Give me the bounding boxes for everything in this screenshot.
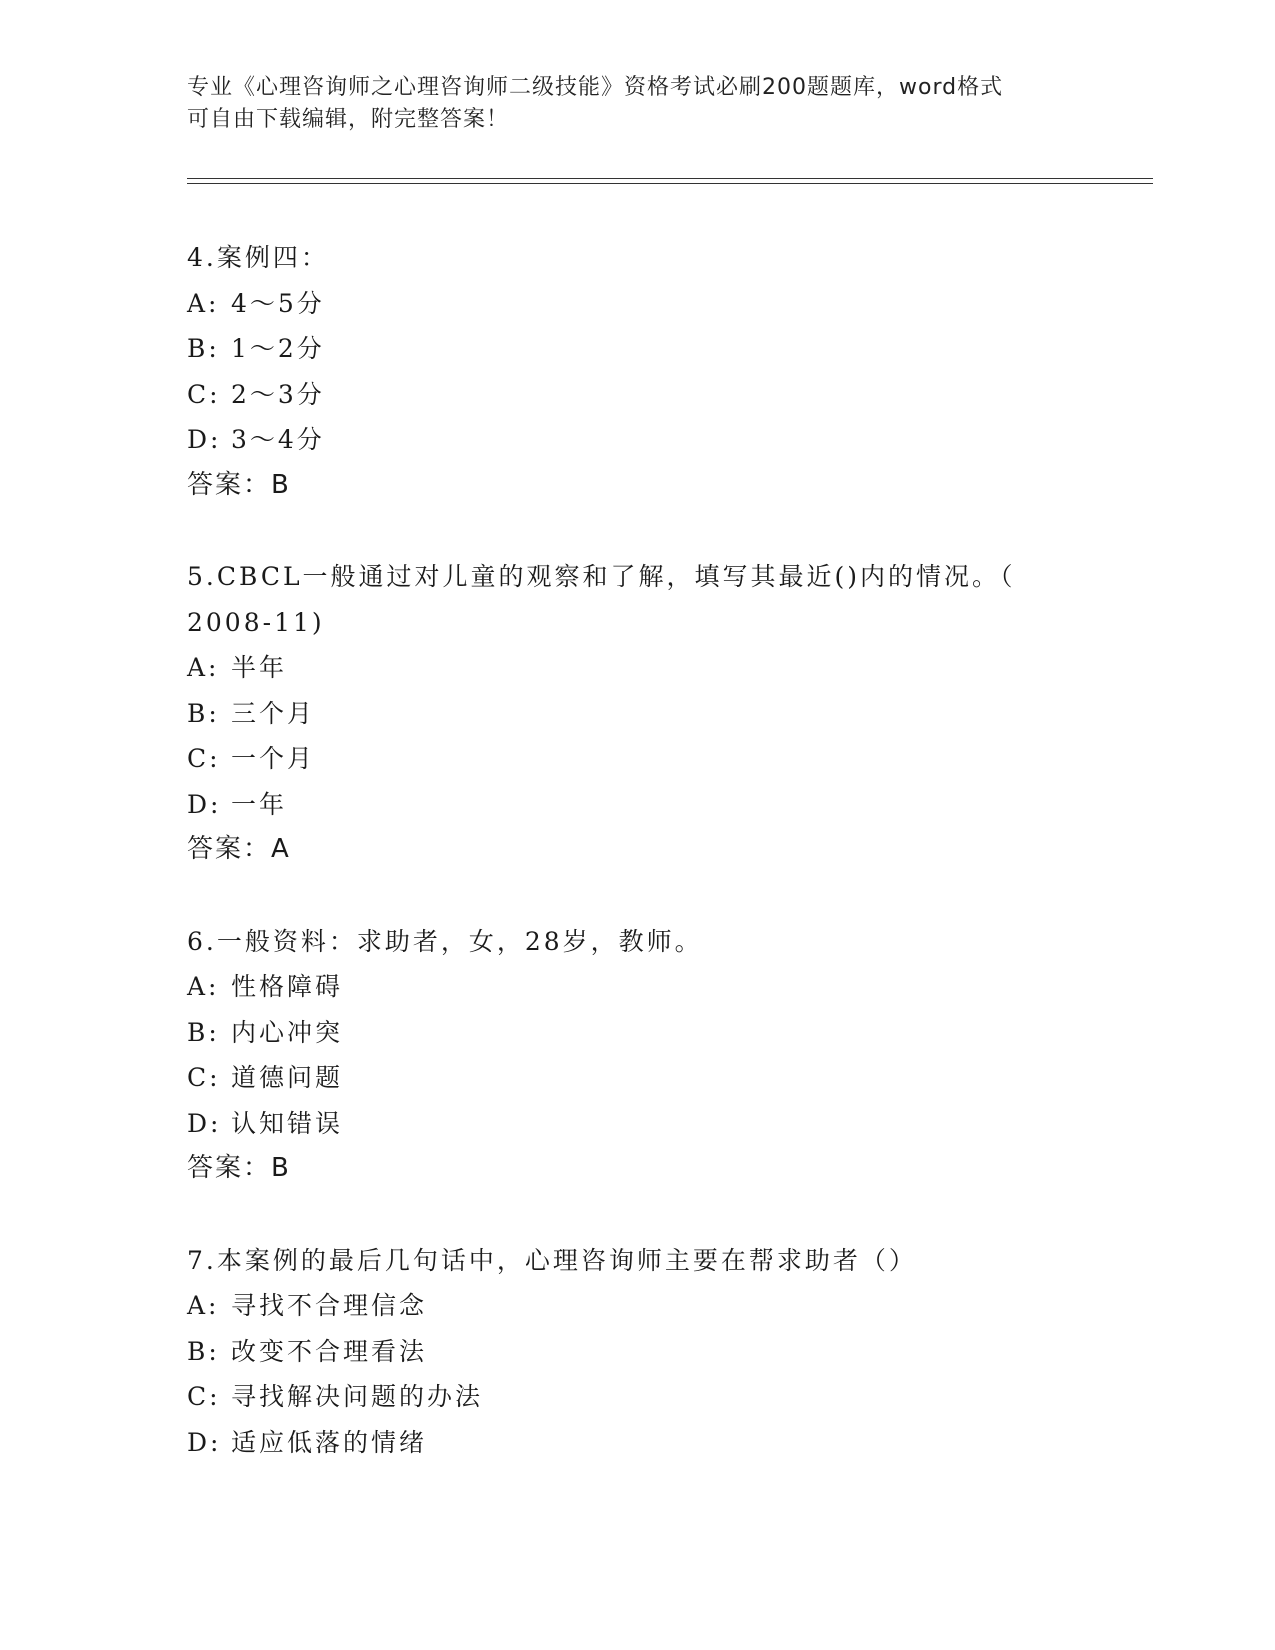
option-text: 道德问题 [231, 1063, 344, 1092]
document-header [187, 72, 1087, 136]
answer-line: 答案：B [187, 469, 291, 500]
option-key: C: [187, 744, 221, 773]
option-key: B: [187, 1336, 220, 1366]
option-key: A: [187, 972, 220, 1001]
question-stem: 7.本案例的最后几句话中，心理咨询师主要在帮求助者（） [187, 1245, 917, 1275]
answer-line: 答案：B [187, 1153, 291, 1183]
option-key: B: [187, 1017, 220, 1047]
option-text: 适应低落的情绪 [231, 1427, 428, 1457]
option-key: D: [187, 1108, 222, 1138]
option-b [187, 1010, 1087, 1056]
option-key: B: [187, 698, 220, 728]
option-text: 性格障碍 [231, 972, 344, 1001]
option-key: D: [187, 1427, 222, 1457]
option-text: 三个月 [231, 698, 316, 728]
option-key: A: [187, 1291, 220, 1320]
option-text: 寻找不合理信念 [231, 1291, 428, 1320]
option-a [187, 964, 1087, 1010]
option-text: 3～4分 [231, 425, 325, 454]
question-list [187, 235, 1087, 1511]
option-d [187, 1101, 1087, 1147]
header-divider-bottom [187, 183, 1153, 184]
option-b [187, 691, 1087, 737]
option-b [187, 1329, 1087, 1375]
option-b [187, 326, 1087, 372]
option-key: C: [187, 1063, 221, 1092]
option-d [187, 417, 1087, 463]
option-text: 1～2分 [231, 334, 325, 363]
option-text: 认知错误 [231, 1108, 344, 1138]
option-d [187, 1420, 1087, 1466]
option-text: 一个月 [231, 744, 316, 773]
option-text: 一年 [231, 789, 288, 819]
header-line-2: 可自由下载编辑，附完整答案！ [187, 107, 510, 132]
option-key: B: [187, 334, 220, 363]
option-text: 4～5分 [231, 288, 325, 318]
option-a [187, 1283, 1087, 1329]
question-6 [187, 919, 1087, 1192]
option-key: A: [187, 288, 220, 318]
option-c [187, 1374, 1087, 1420]
option-d [187, 782, 1087, 828]
header-line-1: 专业《心理咨询师之心理咨询师二级技能》资格考试必刷200题题库，word格式 [187, 75, 1004, 100]
option-c [187, 1055, 1087, 1101]
question-stem: 4.案例四： [187, 243, 329, 272]
question-5 [187, 554, 1087, 873]
option-a [187, 281, 1087, 327]
option-key: C: [187, 379, 221, 409]
question-stem-continued: 2008-11) [187, 607, 325, 637]
option-key: D: [187, 425, 222, 454]
question-4 [187, 235, 1087, 508]
option-c [187, 736, 1087, 782]
option-text: 内心冲突 [231, 1017, 344, 1047]
option-text: 半年 [231, 653, 288, 682]
option-text: 寻找解决问题的办法 [231, 1382, 484, 1411]
question-stem: 5.CBCL一般通过对儿童的观察和了解，填写其最近()内的情况。（ [187, 562, 1016, 591]
option-key: A: [187, 653, 220, 682]
option-c [187, 372, 1087, 418]
option-text: 2～3分 [231, 379, 325, 409]
header-divider-top [187, 178, 1153, 179]
question-7 [187, 1238, 1087, 1466]
answer-line: 答案：A [187, 834, 291, 864]
option-key: D: [187, 789, 222, 819]
question-stem: 6.一般资料：求助者，女，28岁，教师。 [187, 926, 703, 956]
option-a [187, 645, 1087, 691]
option-key: C: [187, 1382, 221, 1411]
option-text: 改变不合理看法 [231, 1336, 428, 1366]
